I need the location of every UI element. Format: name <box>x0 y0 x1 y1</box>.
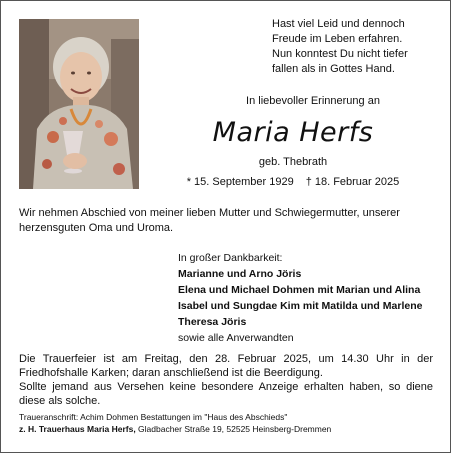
birth-star: * <box>186 176 192 188</box>
thanks-heading: In großer Dankbarkeit: <box>178 252 283 264</box>
mourning-address <box>19 411 439 435</box>
death-date: 18. Februar 2025 <box>314 176 400 188</box>
thanks-closing: sowie alle Anverwandten <box>178 332 294 344</box>
portrait-photo <box>19 19 139 189</box>
address-street: Gladbacher Straße 19, 52525 Heinsberg-Dremmen <box>135 424 332 434</box>
address-line: Traueranschrift: Achim Dohmen Bestattungen im "Haus des Abschieds" <box>19 412 288 422</box>
deceased-name: Maria Herfs <box>212 117 374 148</box>
poem-line: Nun konntest Du nicht tiefer <box>272 48 408 60</box>
notice-disclaimer: Sollte jemand aus Versehen keine besondere Anzeige erhalten haben, so diene diese als solche. <box>19 381 433 407</box>
address-recipient: z. H. Trauerhaus Maria Herfs, <box>19 424 136 434</box>
farewell-text: Wir nehmen Abschied von meiner lieben Mutter und Schwiegermutter, unserer herzensguten Oma und Uroma. <box>19 207 400 234</box>
birth-name: geb. Thebrath <box>258 156 328 168</box>
funeral-details: Die Trauerfeier ist am Freitag, den 28. Februar 2025, um 14.30 Uhr in der Friedhofshalle Karken; daran anschließend ist die Beerdigung. <box>19 353 433 379</box>
mourners-block <box>178 250 448 346</box>
funeral-info <box>19 352 433 408</box>
address-line-2 <box>19 423 439 435</box>
poem-line: fallen als in Gottes Hand. <box>272 63 395 75</box>
life-dates <box>150 176 436 188</box>
memory-line: In liebevoller Erinnerung an <box>246 95 380 107</box>
poem-line: Freude im Leben erfahren. <box>272 33 403 45</box>
poem <box>272 17 442 77</box>
birth-date: 15. September 1929 <box>194 176 294 188</box>
mourner-name: Isabel und Sungdae Kim mit Matilda und Marlene <box>178 300 423 312</box>
mourner-name: Theresa Jöris <box>178 316 247 328</box>
mourner-name: Marianne und Arno Jöris <box>178 268 302 280</box>
poem-line: Hast viel Leid und dennoch <box>272 18 405 30</box>
death-cross: † <box>305 176 312 188</box>
mourner-name: Elena und Michael Dohmen mit Marian und Alina <box>178 284 421 296</box>
